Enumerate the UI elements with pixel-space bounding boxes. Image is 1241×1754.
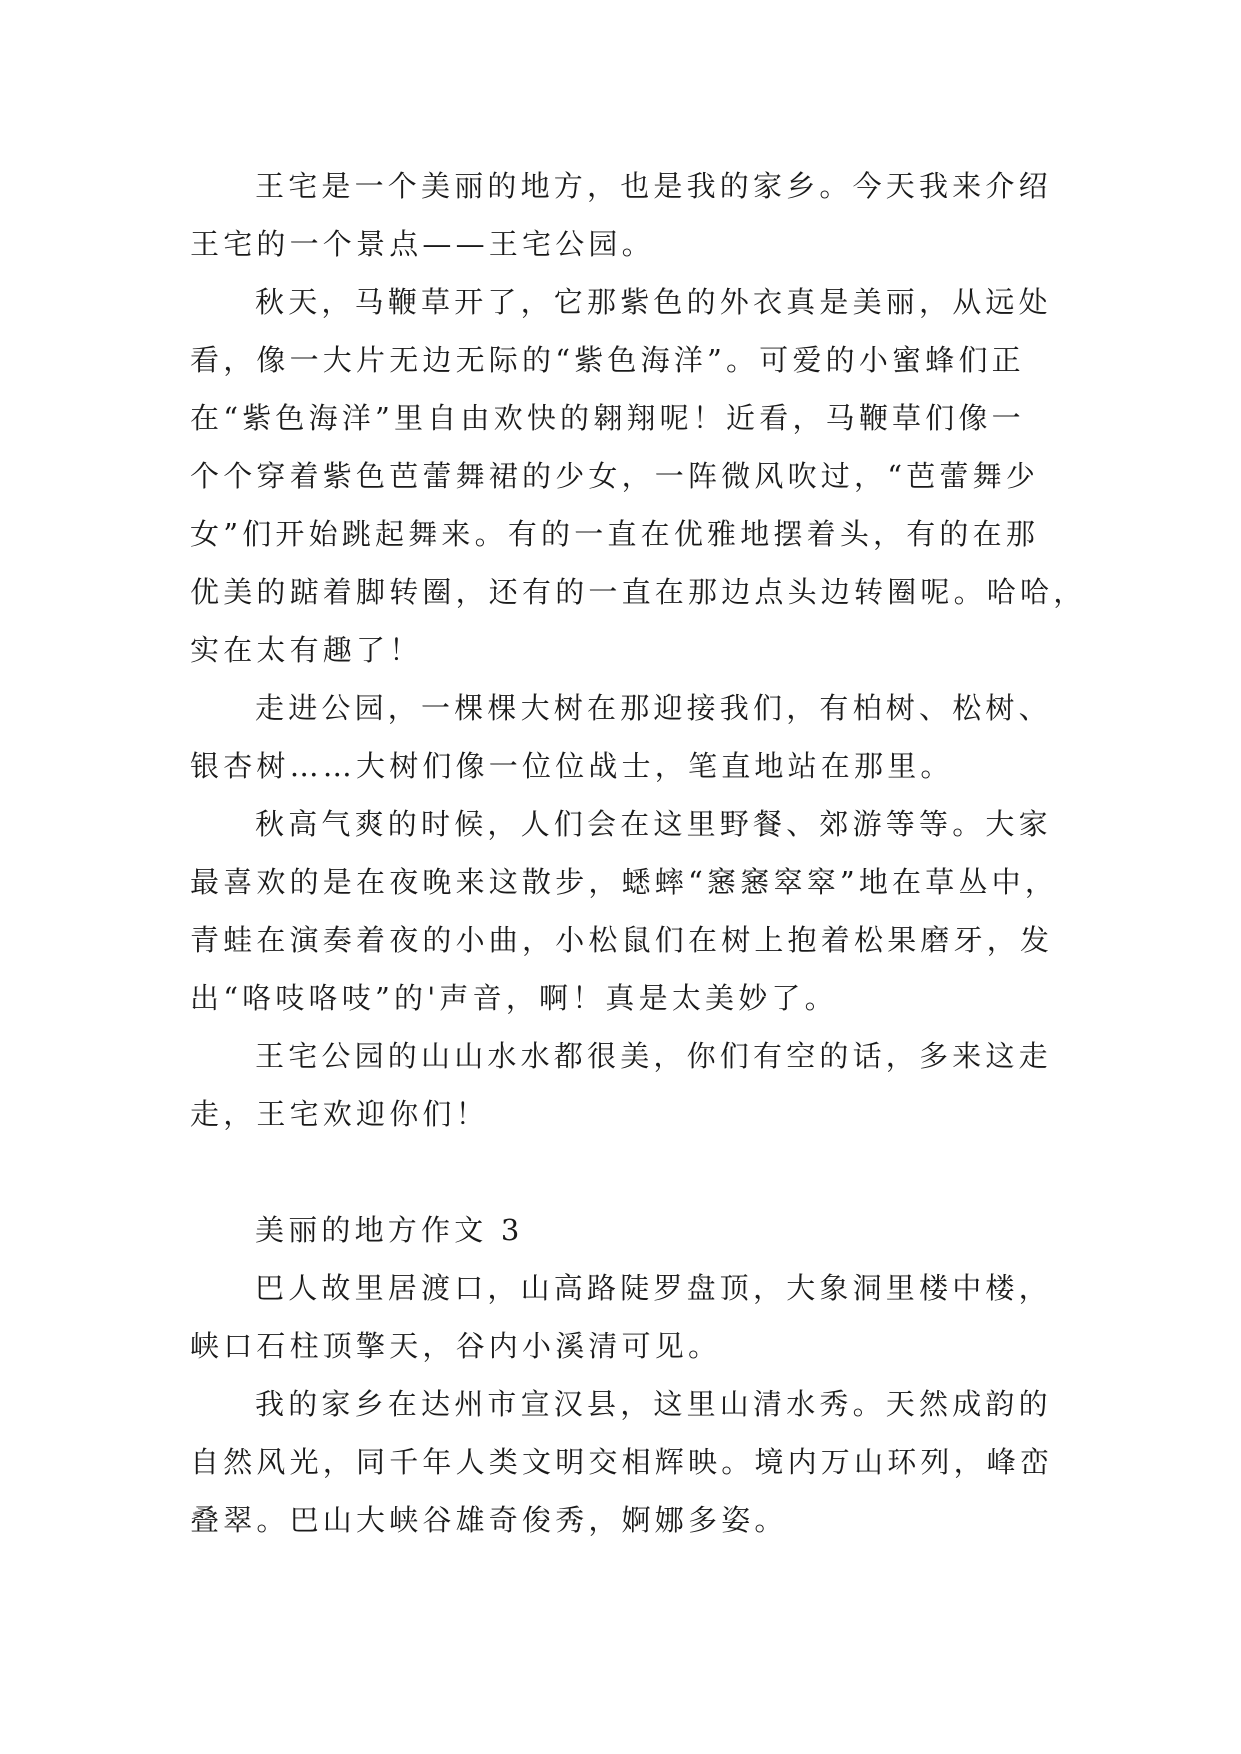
paragraph-line: 优美的踮着脚转圈，还有的一直在那边点头边转圈呢。哈哈，: [190, 575, 1087, 609]
paragraph-line: 看，像一大片无边无际的“紫色海洋”。可爱的小蜜蜂们正: [190, 343, 1025, 377]
paragraph-line: 走进公园，一棵棵大树在那迎接我们，有柏树、松树、: [255, 691, 1052, 725]
paragraph-line: 巴人故里居渡口，山高路陡罗盘顶，大象洞里楼中楼，: [255, 1271, 1052, 1305]
paragraph-line: 个个穿着紫色芭蕾舞裙的少女，一阵微风吹过，“芭蕾舞少: [190, 459, 1040, 493]
paragraph-line: 青蛙在演奏着夜的小曲，小松鼠们在树上抱着松果磨牙，发: [190, 923, 1054, 957]
paragraph-line: 银杏树……大树们像一位位战士，笔直地站在那里。: [190, 749, 954, 783]
paragraph-line: 秋高气爽的时候，人们会在这里野餐、郊游等等。大家: [255, 807, 1052, 841]
paragraph-line: 在“紫色海洋”里自由欢快的翱翔呢！近看，马鞭草们像一: [190, 401, 1025, 435]
paragraph-line: 秋天，马鞭草开了，它那紫色的外衣真是美丽，从远处: [255, 285, 1052, 319]
paragraph-line: 峡口石柱顶擎天，谷内小溪清可见。: [190, 1329, 722, 1363]
paragraph-line: 女”们开始跳起舞来。有的一直在优雅地摆着头，有的在那: [190, 517, 1040, 551]
paragraph-line: 王宅的一个景点——王宅公园。: [190, 227, 655, 261]
paragraph-line: 出“咯吱咯吱”的'声音，啊！真是太美妙了。: [190, 981, 838, 1015]
section-heading: 美丽的地方作文 3: [255, 1213, 524, 1247]
paragraph-line: 实在太有趣了！: [190, 633, 423, 667]
paragraph-line: 王宅是一个美丽的地方，也是我的家乡。今天我来介绍: [255, 169, 1052, 203]
paragraph-line: 自然风光，同千年人类文明交相辉映。境内万山环列，峰峦: [190, 1445, 1054, 1479]
paragraph-line: 我的家乡在达州市宣汉县，这里山清水秀。天然成韵的: [255, 1387, 1052, 1421]
paragraph-line: 最喜欢的是在夜晚来这散步，蟋蟀“窸窸窣窣”地在草丛中，: [190, 865, 1059, 899]
paragraph-line: 王宅公园的山山水水都很美，你们有空的话，多来这走: [255, 1039, 1052, 1073]
paragraph-line: 走，王宅欢迎你们！: [190, 1097, 489, 1131]
paragraph-line: 叠翠。巴山大峡谷雄奇俊秀，婀娜多姿。: [190, 1503, 788, 1537]
